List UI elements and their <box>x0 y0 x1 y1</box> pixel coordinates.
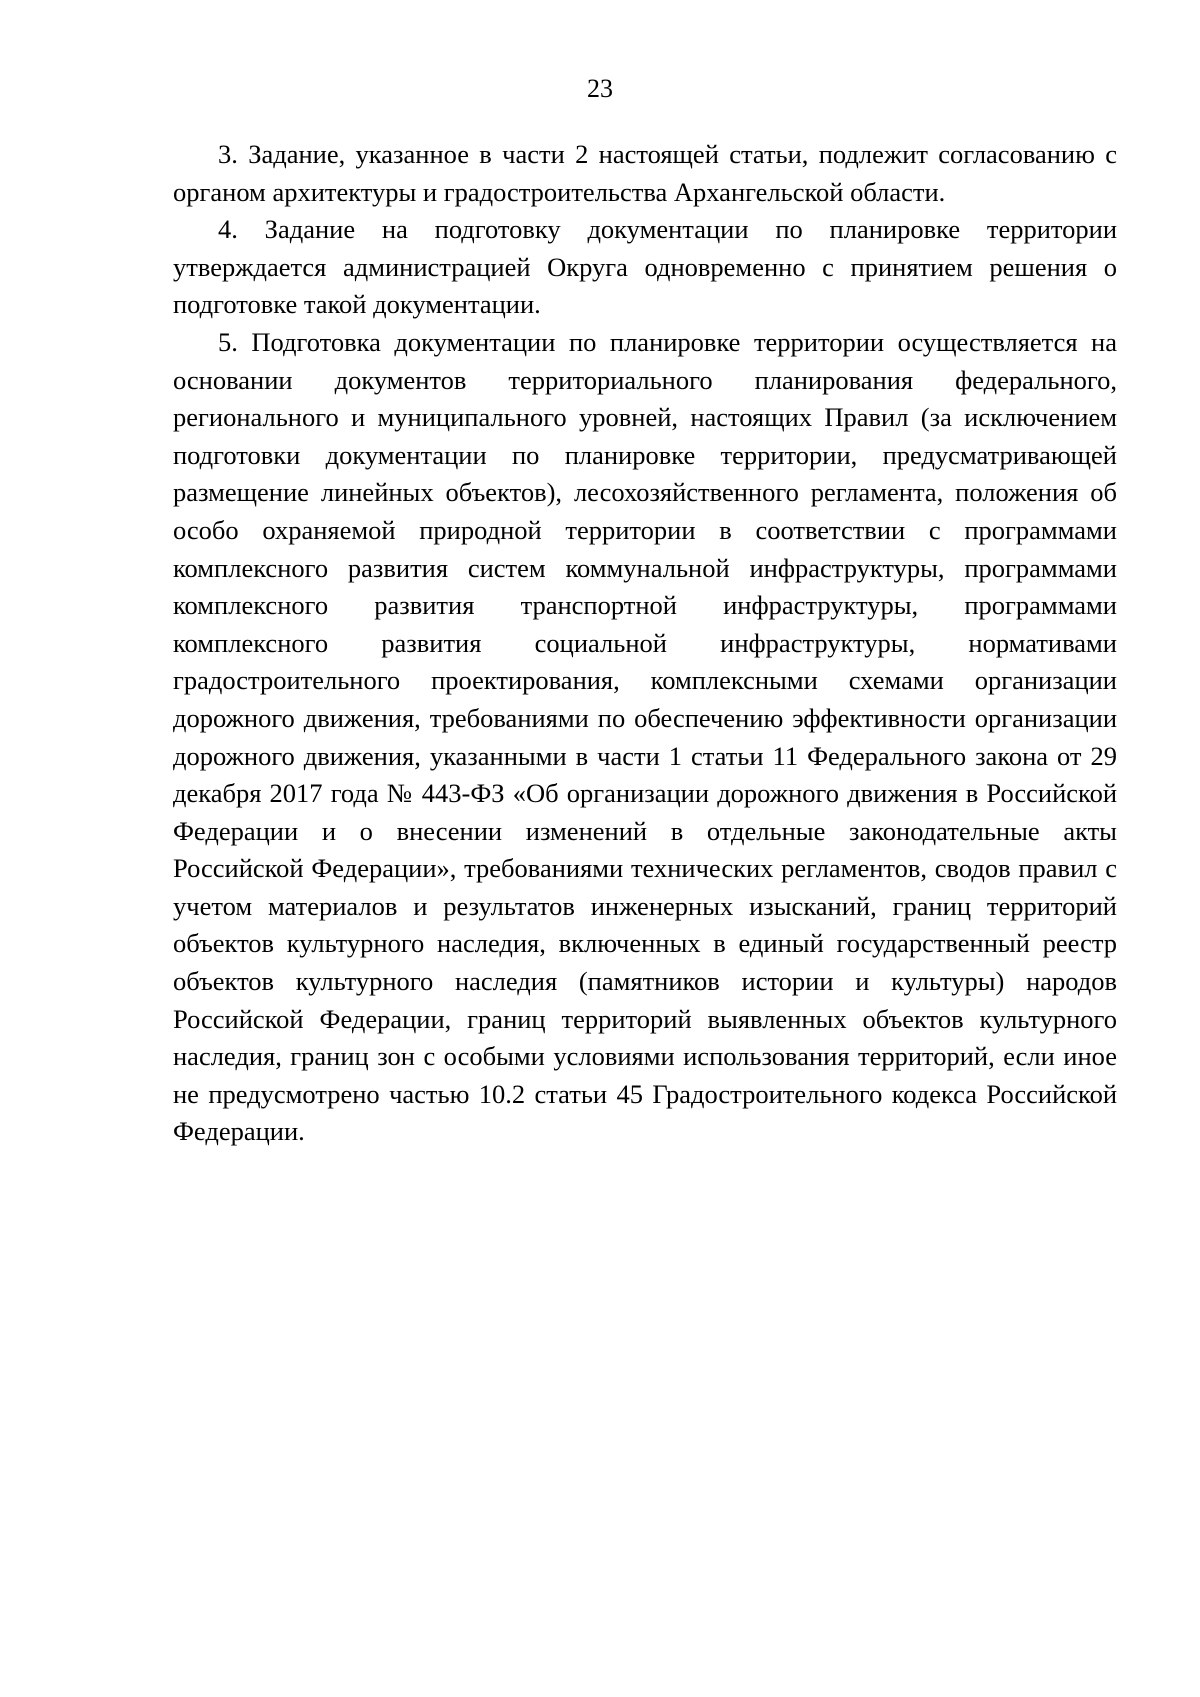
document-body <box>173 136 1117 1151</box>
paragraph-item-4: 4. Задание на подготовку документации по планировке территории утверждается администрацией Округа одновременно с принятием решения о подготовке такой документации. <box>173 214 1117 320</box>
paragraph-item-3: 3. Задание, указанное в части 2 настоящей статьи, подлежит согласованию с органом архитектуры и градостроительства Архангельской области. <box>173 139 1117 207</box>
page-number: 23 <box>587 74 613 103</box>
paragraph-item-5: 5. Подготовка документации по планировке территории осуществляется на основании документов территориального планирования федерального, регионального и муниципального уровней, настоящих Правил (за исключением подготовки документации по планировке территории, предусматривающей размещение линейных объектов), лесохозяйственного регламента, положения об особо охраняемой природной территории в соответствии с программами комплексного развития систем коммунальной инфраструктуры, программами комплексного развития транспортной инфраструктуры, программами комплексного развития социальной инфраструктуры, нормативами градостроительного проектирования, комплексными схемами организации дорожного движения, требованиями по обеспечению эффективности организации дорожного движения, указанными в части 1 статьи 11 Федерального закона от 29 декабря 2017 года № 443-ФЗ «Об организации дорожного движения в Российской Федерации и о внесении изменений в отдельные законодательные акты Российской Федерации», требованиями технических регламентов, сводов правил с учетом материалов и результатов инженерных изысканий, границ территорий объектов культурного наследия, включенных в единый государственный реестр объектов культурного наследия (памятников истории и культуры) народов Российской Федерации, границ территорий выявленных объектов культурного наследия, границ зон с особыми условиями использования территорий, если иное не предусмотрено частью 10.2 статьи 45 Градостроительного кодекса Российской Федерации. <box>173 326 1117 1147</box>
